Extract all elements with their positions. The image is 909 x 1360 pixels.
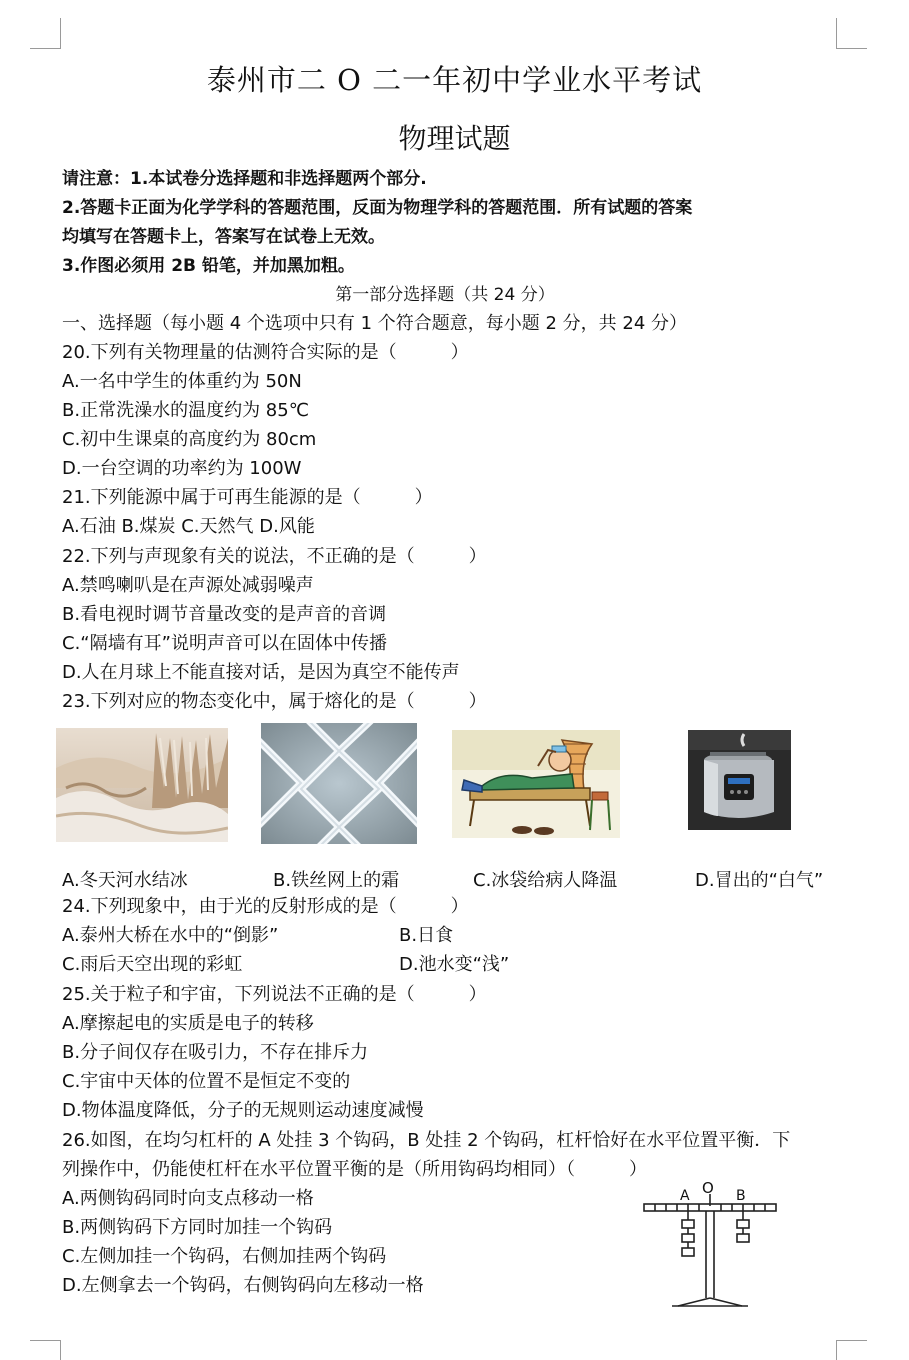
q26-stem-line-1: 26.如图，在均匀杠杆的 A 处挂 3 个钩码，B 处挂 2 个钩码，杠杆恰好在水平位置平衡．下 [62,1130,791,1151]
crop-mark-top-right [836,18,867,49]
q25-option-d: D.物体温度降低，分子的无规则运动速度减慢 [62,1100,424,1121]
q23-option-d: D.冒出的“白气” [695,870,824,891]
q24-stem: 24.下列现象中，由于光的反射形成的是（ ） [62,896,469,917]
q24-option-a: A.泰州大桥在水中的“倒影” [62,925,279,946]
crop-mark-top-left [30,18,61,49]
q25-option-a: A.摩擦起电的实质是电子的转移 [62,1013,314,1034]
q24-option-d: D.池水变“浅” [399,954,510,975]
lever-diagram [640,1180,780,1310]
exam-title: 泰州市二 O 二一年初中学业水平考试 [206,63,703,97]
q22-option-a: A.禁鸣喇叭是在声源处减弱噪声 [62,575,314,596]
q20-stem: 20.下列有关物理量的估测符合实际的是（ ） [62,342,469,363]
q26-option-c: C.左侧加挂一个钩码，右侧加挂两个钩码 [62,1246,387,1267]
q24-option-b: B.日食 [399,925,454,946]
q22-stem: 22.下列与声现象有关的说法，不正确的是（ ） [62,546,487,567]
crop-mark-bottom-left [30,1340,61,1360]
q21-options: A.石油 B.煤炭 C.天然气 D.风能 [62,516,315,537]
q23-stem: 23.下列对应的物态变化中，属于熔化的是（ ） [62,691,487,712]
q22-option-b: B.看电视时调节音量改变的是声音的音调 [62,604,387,625]
notice-line-1: 请注意：1.本试卷分选择题和非选择题两个部分. [62,169,427,189]
q23-option-b: B.铁丝网上的霜 [273,870,400,891]
q25-option-c: C.宇宙中天体的位置不是恒定不变的 [62,1071,351,1092]
lever-label-b: B [736,1188,746,1204]
pressure-cooker-image [688,730,791,830]
notice-line-2: 2.答题卡正面为化学学科的答题范围，反面为物理学科的答题范围．所有试题的答案 [62,198,693,218]
frozen-river-image [56,728,228,842]
q23-option-a: A.冬天河水结冰 [62,870,188,891]
q22-option-c: C.“隔墙有耳”说明声音可以在固体中传播 [62,633,387,654]
exam-subtitle: 物理试题 [398,122,511,155]
patient-ice-pack-image [452,730,620,838]
q25-stem: 25.关于粒子和宇宙，下列说法不正确的是（ ） [62,984,487,1005]
q26-option-d: D.左侧拿去一个钩码，右侧钩码向左移动一格 [62,1275,424,1296]
notice-line-3: 均填写在答题卡上，答案写在试卷上无效。 [62,227,385,247]
lever-label-a: A [680,1188,690,1204]
q23-option-c: C.冰袋给病人降温 [473,870,618,891]
notice-line-4: 3.作图必须用 2B 铅笔，并加黑加粗。 [62,256,355,276]
q20-option-b: B.正常洗澡水的温度约为 85℃ [62,400,309,421]
q26-option-a: A.两侧钩码同时向支点移动一格 [62,1188,314,1209]
q20-option-c: C.初中生课桌的高度约为 80cm [62,429,317,450]
q20-option-d: D.一台空调的功率约为 100W [62,458,302,479]
crop-mark-bottom-right [836,1340,867,1360]
q26-stem-line-2: 列操作中，仍能使杠杆在水平位置平衡的是（所用钩码均相同）（ ） [62,1159,647,1180]
section-title: 第一部分选择题（共 24 分） [335,285,555,305]
part-instruction: 一、选择题（每小题 4 个选项中只有 1 个符合题意，每小题 2 分，共 24 分） [62,313,688,334]
q24-option-c: C.雨后天空出现的彩虹 [62,954,243,975]
q21-stem: 21.下列能源中属于可再生能源的是（ ） [62,487,433,508]
q20-option-a: A.一名中学生的体重约为 50N [62,371,302,392]
q26-option-b: B.两侧钩码下方同时加挂一个钩码 [62,1217,333,1238]
q22-option-d: D.人在月球上不能直接对话，是因为真空不能传声 [62,662,460,683]
lever-label-o: O [702,1180,714,1197]
frost-wire-fence-image [261,723,417,844]
q25-option-b: B.分子间仅存在吸引力，不存在排斥力 [62,1042,369,1063]
